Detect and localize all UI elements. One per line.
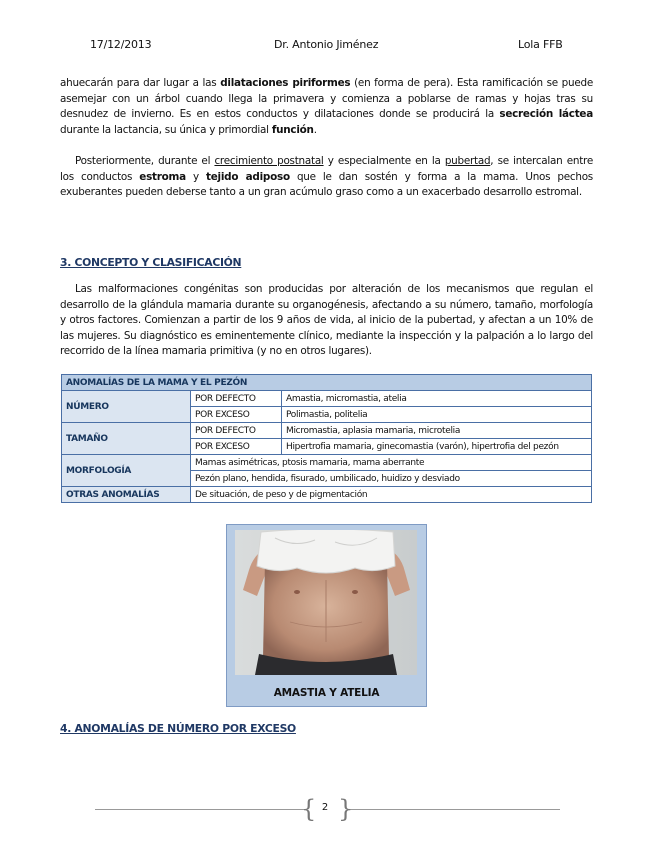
- category-morfologia: MORFOLOGÍA: [62, 455, 191, 487]
- category-otras: OTRAS ANOMALÍAS: [62, 487, 191, 503]
- table-row: NÚMERO POR DEFECTO Amastia, micromastia, atelia: [62, 391, 592, 407]
- header-right: Lola FFB: [518, 38, 563, 51]
- table-row: OTRAS ANOMALÍAS De situación, de peso y de pigmentación: [62, 487, 592, 503]
- figure-caption: AMASTIA Y ATELIA: [273, 687, 380, 699]
- anomalies-table: [61, 374, 592, 503]
- category-tamano: TAMAÑO: [62, 423, 191, 455]
- table-row: MORFOLOGÍA Mamas asimétricas, ptosis mamaria, mama aberrante: [62, 455, 592, 471]
- footer-left-brace: {: [301, 795, 317, 823]
- figure-box: [226, 524, 427, 707]
- category-numero: NÚMERO: [62, 391, 191, 423]
- header-author: Dr. Antonio Jiménez: [274, 38, 379, 51]
- table-row: POR EXCESO Hipertrofia mamaria, ginecomastia (varón), hipertrofia del pezón: [62, 439, 592, 455]
- amastia-photo: [235, 530, 417, 675]
- table-header: ANOMALÍAS DE LA MAMA Y EL PEZÓN: [62, 375, 592, 391]
- section-4-heading: 4. ANOMALÍAS DE NÚMERO POR EXCESO: [60, 722, 296, 735]
- table-header-row: [62, 375, 592, 391]
- page-number: 2: [321, 802, 329, 813]
- header-date: 17/12/2013: [90, 38, 152, 51]
- footer-rule-left: [95, 809, 305, 810]
- paragraph-3: Las malformaciones congénitas son producidas por alteración de los mecanismos que regulan el desarrollo de la glándula mamaria durante su organogénesis, afectando a su número, tamaño, morfología y otros factores. Comienzan a partir de los 9 años de vida, al inicio de la pubertad, y afectan a un 10% de las mujeres. Su diagnóstico es eminentemente clínico, mediante la inspección y la palpación a lo largo del recorrido de la línea mamaria primitiva (y no en otros lugares).: [60, 283, 593, 358]
- footer-rule-right: [348, 809, 560, 810]
- table-row: POR EXCESO Polimastia, politelia: [62, 407, 592, 423]
- paragraph-1: ahuecarán para dar lugar a las dilataciones piriformes (en forma de pera). Esta ramificación se puede asemejar con un árbol cuando llega la primavera y comienza a poblarse de ramas y hojas tras su desnudez de invierno. Es en estos conductos y dilataciones donde se producirá la secreción láctea durante la lactancia, su única y primordial función.: [60, 77, 593, 136]
- table-row: TAMAÑO POR DEFECTO Micromastia, aplasia mamaria, microtelia: [62, 423, 592, 439]
- section-3-heading: 3. CONCEPTO Y CLASIFICACIÓN: [60, 256, 242, 269]
- footer-right-brace: }: [338, 795, 354, 823]
- table-row: Pezón plano, hendida, fisurado, umbilicado, huidizo y desviado: [62, 471, 592, 487]
- paragraph-2: Posteriormente, durante el crecimiento postnatal y especialmente en la pubertad, se intercalan entre los conductos estroma y tejido adiposo que le dan sostén y forma a la mama. Unos pechos exuberantes pueden deberse tanto a un gran acúmulo graso como a un exacerbado desarrollo estromal.: [60, 155, 593, 199]
